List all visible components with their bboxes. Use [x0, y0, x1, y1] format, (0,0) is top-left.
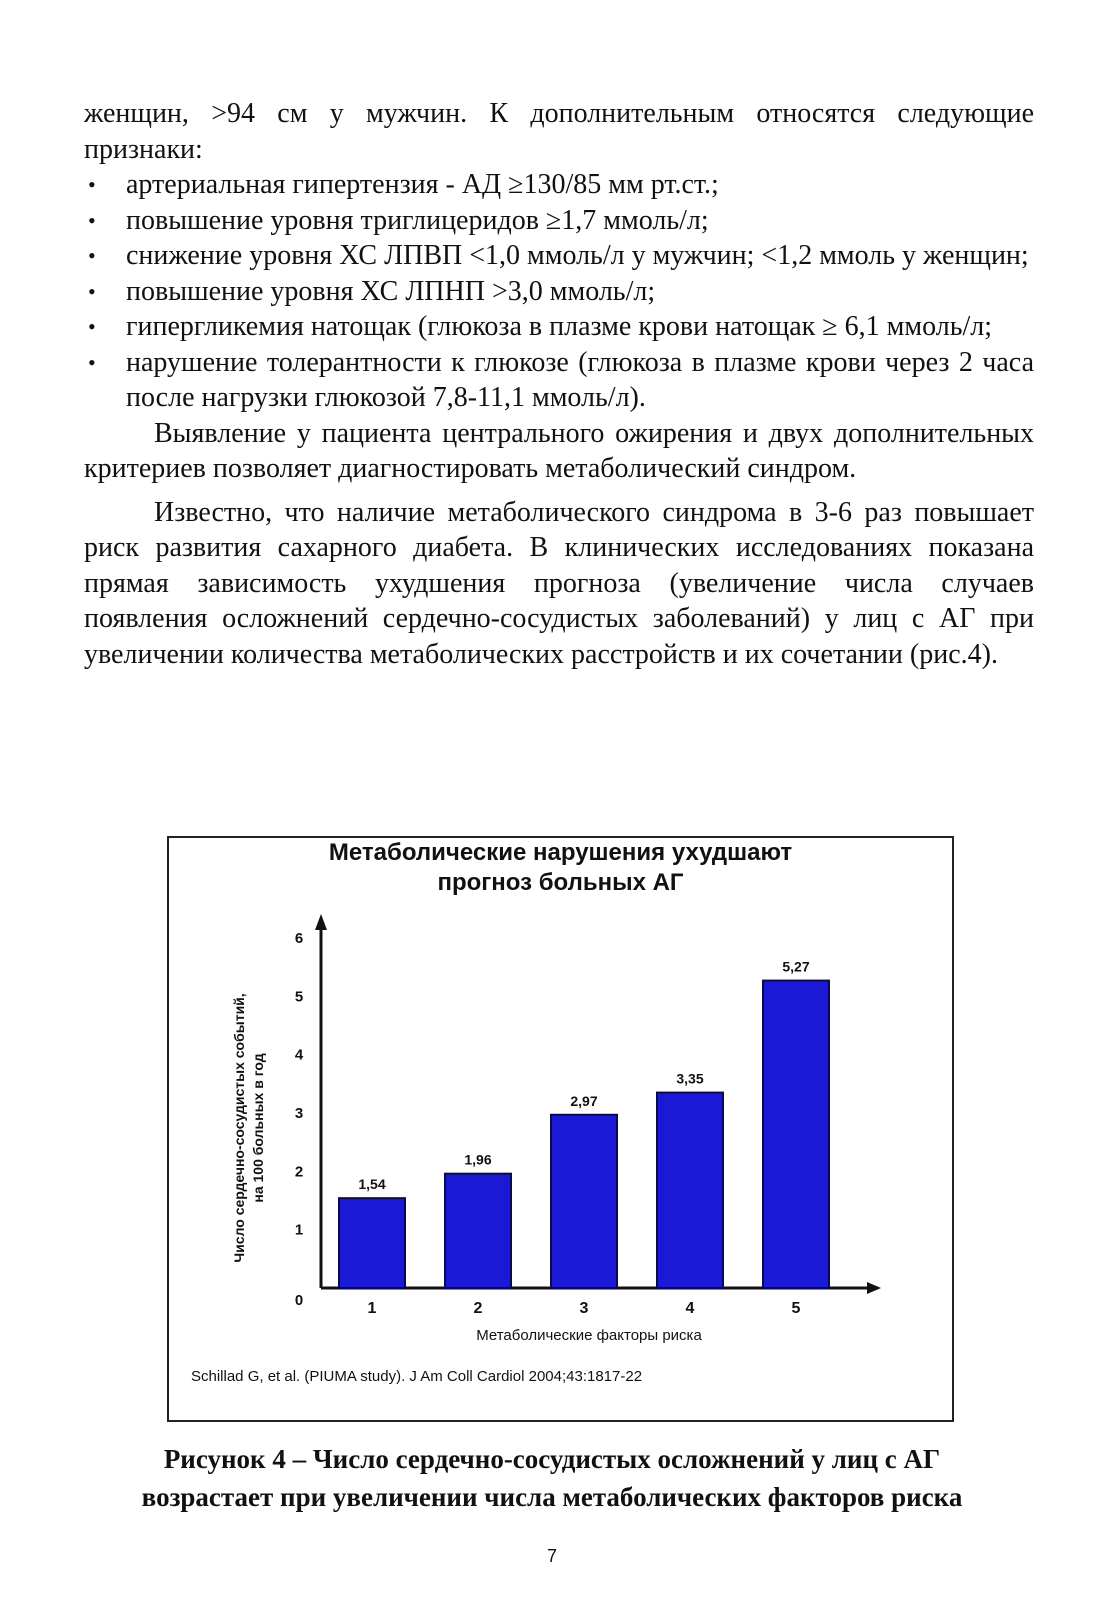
list-item-text: повышение уровня ХС ЛПНП >3,0 ммоль/л;	[126, 275, 656, 307]
x-axis-label: Метаболические факторы риска	[476, 1327, 702, 1344]
y-axis-arrow-icon	[315, 914, 327, 930]
y-tick-label: 4	[294, 1046, 304, 1064]
y-tick-label: 0	[294, 1292, 304, 1309]
list-item-text: гипергликемия натощак (глюкоза в плазме крови натощак ≥ 6,1 ммоль/л;	[126, 311, 992, 342]
bullet-icon: •	[88, 349, 96, 375]
list-item	[84, 203, 1034, 239]
bar-value-label: 1,96	[464, 1151, 492, 1168]
bullet-icon: •	[88, 172, 96, 197]
x-tick-label: 4	[685, 1300, 695, 1317]
bar-chart	[169, 838, 952, 1420]
bullet-icon: •	[88, 243, 96, 268]
bar	[657, 1093, 723, 1288]
intro-paragraph: женщин, >94 см у мужчин. К дополнительным относятся следующие признаки:	[84, 98, 1034, 165]
y-axis-label-line-2: на 100 больных в год	[250, 1053, 266, 1203]
x-tick-label: 1	[367, 1300, 377, 1317]
list-item-text: снижение уровня ХС ЛПВП <1,0 ммоль/л у мужчин; <1,2 ммоль у женщин;	[126, 240, 1029, 271]
figure-caption-line-1: Рисунок 4 – Число сердечно-сосудистых осложнений у лиц с АГ	[163, 1444, 941, 1474]
bar-value-label: 5,27	[782, 958, 810, 975]
list-item-text: повышение уровня триглицеридов ≥1,7 ммоль/л;	[126, 204, 709, 236]
list-item-text: нарушение толерантности к глюкозе (глюкоза в плазме крови через 2 часа после нагрузки глюкозой 7,8-11,1 ммоль/л).	[126, 346, 1034, 413]
list-item	[84, 238, 1034, 274]
y-axis-label-line-1: Число сердечно-сосудистых событий,	[231, 993, 247, 1263]
list-item	[84, 274, 1034, 310]
bar	[551, 1115, 617, 1288]
body-text	[84, 96, 1034, 672]
bullet-icon: •	[88, 278, 96, 304]
y-tick-label: 5	[294, 988, 304, 1006]
chart-title-line-2: прогноз больных АГ	[437, 869, 684, 896]
list-item	[84, 345, 1034, 416]
bar-value-label: 2,97	[570, 1092, 598, 1109]
list-item	[84, 167, 1034, 203]
x-tick-label: 5	[791, 1300, 801, 1317]
y-tick-label: 6	[294, 930, 304, 947]
y-tick-label: 1	[294, 1221, 304, 1239]
y-tick-label: 3	[294, 1105, 304, 1122]
y-tick-label: 2	[294, 1163, 304, 1181]
bullet-icon: •	[88, 207, 96, 233]
list-item-text: артериальная гипертензия - АД ≥130/85 мм рт.ст.;	[126, 169, 719, 200]
bar-value-label: 1,54	[358, 1176, 386, 1193]
figure-caption-line-2: возрастает при увеличении числа метаболических факторов риска	[141, 1482, 963, 1512]
figure-frame	[167, 836, 954, 1422]
x-axis-arrow-icon	[867, 1282, 881, 1294]
criteria-list	[84, 167, 1034, 416]
paragraph-risk: Известно, что наличие метаболического синдрома в 3-6 раз повышает риск развития сахарного диабета. В клинических исследованиях показана прямая зависимость ухудшения прогноза (увеличение числа случаев появления осложнений сердечно-сосудистых заболеваний) у лиц с АГ при увеличении количества метаболических расстройств и их сочетании (рис.4).	[84, 496, 1034, 670]
chart-source: Schillad G, et al. (PIUMA study). J Am Coll Cardiol 2004;43:1817-22	[191, 1368, 643, 1385]
figure-caption	[60, 1440, 1044, 1516]
bar-value-label: 3,35	[676, 1070, 704, 1087]
chart-marks	[295, 914, 881, 1317]
x-tick-label: 3	[579, 1300, 589, 1317]
page-number: 7	[546, 1546, 557, 1566]
x-tick-label: 2	[473, 1300, 483, 1317]
chart-title-line-1: Метаболические нарушения ухудшают	[328, 839, 793, 866]
bullet-icon: •	[88, 314, 96, 339]
bar	[763, 981, 829, 1288]
paragraph-diagnosis: Выявление у пациента центрального ожирения и двух дополнительных критериев позволяет диагностировать метаболический синдром.	[84, 417, 1034, 484]
bar	[339, 1198, 405, 1288]
bar	[445, 1174, 511, 1288]
list-item	[84, 309, 1034, 345]
